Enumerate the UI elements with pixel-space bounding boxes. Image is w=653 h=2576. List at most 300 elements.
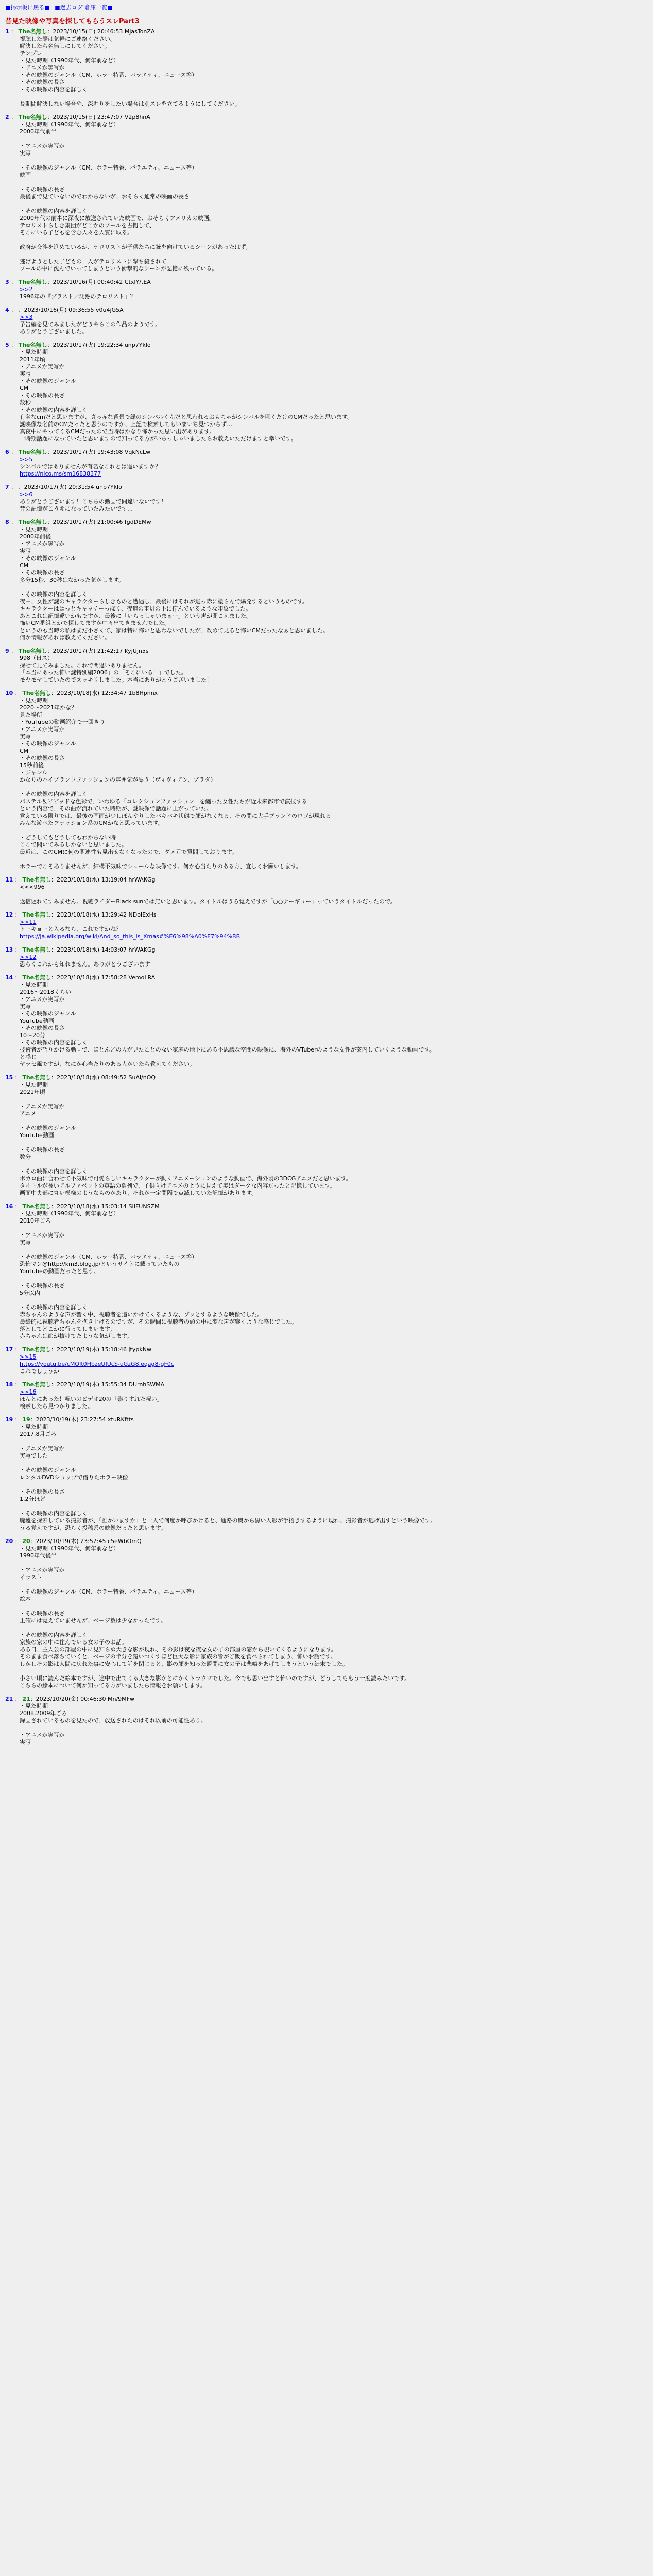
post-line: 恐らくこれかも知れません。ありがとうございます <box>20 961 150 968</box>
post-line: ・その映像の内容を詳しく <box>20 208 88 214</box>
post-separator: ： <box>9 279 19 285</box>
post-line: そこにいる子どもを含む人々を人質に取る。 <box>20 229 133 236</box>
post-line: 2000年前後 <box>20 533 51 540</box>
post-meta: ：2023/10/17(火) 21:42:17 KyjUjn5s <box>47 648 149 654</box>
post-line: ・その映像のジャンル（CM、ホラー特番、バラエティ、ニュース等） <box>20 164 198 171</box>
post-body <box>20 36 648 108</box>
post-separator: ： <box>13 911 23 918</box>
post-body <box>20 1703 648 1746</box>
post-line: 数秒 <box>20 399 31 406</box>
post-line: 実写でした <box>20 1452 48 1459</box>
poster-name: The名無し <box>22 974 51 981</box>
post-line: 廃墟を探索している撮影者が、「誰かいますか」と一人で何度か呼びかけると、通路の奥から黒い人影が手招きするように現れ、撮影者が逃げ出すという映像です。 <box>20 1517 436 1524</box>
post-line: ・その映像の長さ <box>20 1025 65 1031</box>
post-line: ・見た時期 <box>20 1423 48 1430</box>
post-line: ・その映像のジャンル <box>20 740 76 747</box>
post-line: ・その映像の内容を詳しく <box>20 86 88 93</box>
post <box>5 114 648 273</box>
post-line: 数分 <box>20 1154 31 1160</box>
post-line: ありがとうございます！こちらの動画で間違いないです！ <box>20 498 167 505</box>
post-line <box>20 179 648 186</box>
post-line <box>20 1096 648 1103</box>
post-meta: ：2023/10/17(火) 19:43:08 VqkNcLw <box>47 449 151 455</box>
post-line: ・その映像のジャンル <box>20 1125 76 1131</box>
post-header <box>5 449 648 456</box>
post-line: ・その映像のジャンル（CM、ホラー特番、バラエティ、ニュース等） <box>20 1253 198 1260</box>
post-line: ・その映像の長さ <box>20 79 65 86</box>
poster-name: The名無し <box>18 648 47 654</box>
post-separator: ： <box>9 307 19 313</box>
post-line: ・その映像のジャンル <box>20 378 76 384</box>
post-line: 2000年代の前半に深夜に放送されていた映画で、おそらくアメリカの映画。 <box>20 215 215 222</box>
post-line: ・その映像の長さ <box>20 1610 65 1617</box>
post-line: 実写 <box>20 370 31 377</box>
post-number[interactable]: 4 <box>5 307 9 313</box>
poster-name: 21 <box>22 1696 30 1702</box>
poster-name: The名無し <box>22 1203 51 1210</box>
post <box>5 307 648 335</box>
post-line: 真夜中にやってくるCMだったので当時はかなり怖かった思い出があります。 <box>20 428 215 435</box>
post-line: しかしその影は人間に戻れた事に安心して話を閉じると、影の顔を知った瞬間に女の子は悲鳴をあげてしまうという結末でした。 <box>20 1660 348 1667</box>
external-link[interactable]: https://youtu.be/cMOIt0HbzeUIUcS-uGzG8.eqag8-gF0c <box>20 1361 174 1367</box>
post-line: ・その映像の内容を詳しく <box>20 1304 88 1311</box>
post-line: タイトルが長いアルファベットの英語の羅列で、子供向けアニメのように見えて実はダークな内容だったと記憶しています。 <box>20 1182 336 1189</box>
post <box>5 449 648 478</box>
post-line: ・その映像のジャンル（CM、ホラー特番、バラエティ、ニュース等） <box>20 72 198 78</box>
post-separator: ： <box>9 648 19 654</box>
post-body <box>20 286 648 300</box>
post-header <box>5 28 648 36</box>
poster-name: The名無し <box>18 28 47 35</box>
post-line: 最終的に視聴者ちゃんを抱き上げるのですが、その瞬間に視聴者の頭の中に変な声が響くような感じでした。 <box>20 1318 297 1325</box>
post-header <box>5 1381 648 1388</box>
post-line: ヤラセ風ですが、なにか心当たりのある人がいたら教えてください。 <box>20 1061 195 1067</box>
post-line: 最近は、このCMに何の関連性も見出せなくなったので、ダメ元で質問しております。 <box>20 849 238 855</box>
post-line: 2011年頃 <box>20 356 45 363</box>
post-meta: ：2023/10/15(日) 23:47:07 V2p8hnA <box>47 114 150 121</box>
post-body <box>20 314 648 335</box>
post-line: 録画されているものを見たので、放送されたのはそれ以前の可能性あり。 <box>20 1717 207 1724</box>
post-number[interactable]: 21 <box>5 1696 13 1702</box>
post-line: 逃げようとした子どもの一人がテロリストに撃ち殺されて <box>20 258 167 265</box>
post-line: 2008,2009年ごろ <box>20 1710 67 1717</box>
post-number[interactable]: 14 <box>5 974 13 981</box>
post-line <box>20 1117 648 1125</box>
post-line: ・アニメか実写か <box>20 726 65 733</box>
post-number[interactable]: 20 <box>5 1538 13 1545</box>
post-line: 昔の記憶がこうゆになっていたみたいです… <box>20 505 133 512</box>
post-line: ・その映像の長さ <box>20 1488 65 1495</box>
post-line: 赤ちゃんは節が抜けてたような気がします。 <box>20 1333 133 1340</box>
post-line <box>20 891 648 898</box>
post-line: あとこれは記憶違いかもですが、最後に「いらっしゃいまぁー」という声が聞こえました。 <box>20 613 252 619</box>
post-line: ・見た時期 <box>20 349 48 355</box>
post-meta: ：2023/10/16(月) 09:36:55 v0u4jG5A <box>18 307 124 313</box>
post-line <box>20 1460 648 1467</box>
post-line: ・その映像の内容を詳しく <box>20 1168 88 1175</box>
external-link[interactable]: https://ja.wikipedia.org/wiki/And_so_this_is_Xmas#%E6%98%A0%E7%94%BB <box>20 933 240 940</box>
nav-archive-list-link[interactable]: ■過去ログ 倉庫一覧■ <box>55 4 113 11</box>
post-line: CM <box>20 385 29 392</box>
post-line <box>20 1246 648 1253</box>
post-line <box>20 856 648 863</box>
post-line: 探せて見てみました。これで間違いありません。 <box>20 662 145 669</box>
post-line <box>20 1161 648 1168</box>
post-line: 解決したら名無しにしてください。 <box>20 43 110 49</box>
post <box>5 1381 648 1410</box>
post-line: 実写 <box>20 733 31 740</box>
post <box>5 1696 648 1746</box>
post-line <box>20 236 648 244</box>
post-line: ・見た時期 <box>20 1081 48 1088</box>
post-line: 実写 <box>20 1239 31 1246</box>
post-line <box>20 93 648 100</box>
post-line: ・見た時期 <box>20 981 48 988</box>
post-header <box>5 974 648 981</box>
reply-anchor-link[interactable]: >>16 <box>20 1388 37 1395</box>
post-line <box>20 1668 648 1675</box>
post-line: 家族の家の中に住んでいる女の子のお話。 <box>20 1639 127 1646</box>
post-line <box>20 251 648 258</box>
post-meta: ：2023/10/18(水) 14:03:07 hrWAKGg <box>51 946 156 953</box>
post-line: 政府が交渉を進めているが、テロリストが子供たちに銃を向けているシーンがあったはず。 <box>20 244 251 250</box>
post-line: という内容で、その曲が流れていた時期が、謎映像で話題に上がっていた。 <box>20 805 212 812</box>
post-line: ・アニメか実写か <box>20 1445 65 1452</box>
post-line: ・アニメか実写か <box>20 1567 65 1573</box>
post <box>5 279 648 300</box>
post-meta: ：2023/10/15(日) 20:46:53 MjasTonZA <box>47 28 155 35</box>
post-meta: ：2023/10/20(金) 00:46:30 Mn/9MFw <box>30 1696 134 1702</box>
post-line: 2017.8月ごろ <box>20 1431 57 1437</box>
post-body <box>20 981 648 1068</box>
post-separator: ： <box>13 1696 23 1702</box>
post-line: 落としてどこかに行ってしまいます。 <box>20 1326 116 1332</box>
post <box>5 28 648 108</box>
post-line: ・その映像のジャンル <box>20 555 76 562</box>
post-line: 「本当にあった怖い謎特別編2006」の「そこにいる！」でした。 <box>20 669 187 676</box>
post-header <box>5 484 648 491</box>
post-line: これでしょうか <box>20 1368 59 1375</box>
post-meta: ：2023/10/18(水) 13:29:42 NDoIExHs <box>51 911 157 918</box>
post-line: 何か情報があれば教えてください。 <box>20 634 110 641</box>
post-line: ・見た時期（1990年代、何年前など） <box>20 1545 119 1552</box>
post-line: 長期間解決しない場合や、深堀りをしたい場合は別スレを立てるようにしてください。 <box>20 100 240 107</box>
post-meta: ：2023/10/17(火) 20:31:54 unp7Yklo <box>18 484 122 490</box>
post-line: うる覚えですが、恐らく投稿系の映像だったと思います。 <box>20 1524 167 1531</box>
post-header <box>5 1538 648 1545</box>
reply-anchor-link[interactable]: >>15 <box>20 1353 37 1360</box>
post-number[interactable]: 11 <box>5 876 13 883</box>
post-body <box>20 491 648 513</box>
post-meta: ：2023/10/18(水) 13:19:04 hrWAKGg <box>51 876 156 883</box>
post-line: ・どうしてもどうしてもわからない時 <box>20 834 116 841</box>
post-line: CM <box>20 748 29 754</box>
poster-name: The名無し <box>22 1346 51 1353</box>
post-line: ・その映像の長さ <box>20 569 65 576</box>
post-header <box>5 648 648 655</box>
post <box>5 1203 648 1340</box>
post-line: ・アニメか実写か <box>20 996 65 1003</box>
post-body <box>20 526 648 641</box>
post-line: みんな遊べたファッション系のCMかなと思っています。 <box>20 820 164 826</box>
top-navigation <box>5 3 648 11</box>
post-line: ・アニメか実写か <box>20 363 65 370</box>
post <box>5 342 648 443</box>
post-line: アニメ <box>20 1110 37 1117</box>
post-separator: ： <box>13 1538 23 1545</box>
post-line: ある日、主人公の部屋の中に見知らぬ大きな影が現れ、その影は夜な夜な女の子の部屋の窓から覗いてくるようになります。 <box>20 1646 337 1653</box>
post-line: こちらの絵本について何か知ってる方がいましたら情報をお願いします。 <box>20 1682 206 1689</box>
post <box>5 1074 648 1197</box>
post-header <box>5 519 648 526</box>
post-line: 技術者が語りかける動画で、ほとんどの人が見たことのない家庭の地下にある不思議な空間の映像に、海外のVTuberのような女性が案内していくような動画です。 <box>20 1046 435 1053</box>
post <box>5 648 648 684</box>
post-line: 返信遅れてすみません。視聴ライダーBlack sunでは無いと思います。タイトルはうろ覚えですが「○○ナーギョー」っていうタイトルだったので。 <box>20 898 396 905</box>
poster-name: The名無し <box>22 876 51 883</box>
post-line: ・アニメか実写か <box>20 540 65 547</box>
post <box>5 946 648 968</box>
post-number[interactable]: 1 <box>5 28 9 35</box>
external-link[interactable]: https://nico.ms/sm16838377 <box>20 470 101 477</box>
post-line: ホラーでこそありませんが、結構不気味でシュールな映像です。何か心当たりのある方、宜しくお願いします。 <box>20 863 302 870</box>
post <box>5 519 648 641</box>
post-line <box>20 827 648 834</box>
post-list <box>5 28 648 1746</box>
reply-anchor-link[interactable]: >>12 <box>20 954 37 960</box>
post-line: ・見た時期 <box>20 1703 48 1709</box>
post-body <box>20 954 648 968</box>
post <box>5 911 648 940</box>
post-line: 怖いCM番組とかで探してますが中々出てきませんでした。 <box>20 620 170 626</box>
post-line: 実写 <box>20 1003 31 1010</box>
post-line <box>20 1624 648 1632</box>
post-line <box>20 1297 648 1304</box>
post-number[interactable]: 15 <box>5 1074 13 1081</box>
post-line: ・その映像の内容を詳しく <box>20 591 88 598</box>
poster-name: The名無し <box>22 690 51 697</box>
post-line: ・アニメか実写か <box>20 64 65 71</box>
post-line <box>20 1225 648 1232</box>
post-line: <<<996 <box>20 884 45 890</box>
post-line: キャラクターははっとキャッチーっぽく、夜道の電灯の下に佇んでいるような印象でした。 <box>20 605 252 612</box>
post-line: 実写 <box>20 548 31 554</box>
post-line <box>20 1481 648 1488</box>
post-line: 最後まで見ていないのでわからないが、おそらく通常の映画の長さ <box>20 193 190 200</box>
post-line: ・その映像の長さ <box>20 186 65 193</box>
post-meta: ：2023/10/19(木) 23:27:54 xtuRKftts <box>30 1416 134 1423</box>
post-body <box>20 1545 648 1689</box>
post-line: 有名なcmだと思いますが、真っ赤な背景で緑のシンバルくんだと思われるおもちゃがシンバルを叩くだけのCMだったと思います。 <box>20 414 353 420</box>
post-line: ・アニメか実写か <box>20 1232 65 1239</box>
post-line: 検索したら見つかりました。 <box>20 1403 93 1410</box>
post-meta: ：2023/10/18(水) 17:58:28 VemoLRA <box>51 974 156 981</box>
post-line: 1996年の『プラスト／沈黙のテロリスト』？ <box>20 293 136 300</box>
post-separator: ： <box>13 690 23 697</box>
post-line: 夜中、女性が謎のキャラクターらしきものと遭遇し、最後にはそれが逃っ赤に塗らんで爆発するというものです。 <box>20 598 308 605</box>
post-header <box>5 946 648 954</box>
post-line: ・その映像のジャンル（CM、ホラー特番、バラエティ、ニュース等） <box>20 1588 198 1595</box>
poster-name: The名無し <box>18 114 47 121</box>
post-number[interactable]: 8 <box>5 519 9 526</box>
post-header <box>5 1416 648 1423</box>
post-line: ここで聞いてみるしかないと思いました。 <box>20 841 127 848</box>
post-meta: ：2023/10/19(木) 15:55:34 DUrnhSWMA <box>51 1381 165 1388</box>
post-separator: ： <box>9 519 19 526</box>
post-line <box>20 1724 648 1732</box>
post-line: ・その映像の内容を詳しく <box>20 406 88 413</box>
post-line: プールの中に沈んでいってしまうという衝撃的なシーンが記憶に残っている。 <box>20 265 218 272</box>
post-number[interactable]: 19 <box>5 1416 13 1423</box>
post-meta: ：2023/10/18(水) 08:49:52 SuAl/nOQ <box>51 1074 156 1081</box>
post-line: ・その映像の長さ <box>20 755 65 761</box>
post-number[interactable]: 7 <box>5 484 9 490</box>
reply-anchor-link[interactable]: >>3 <box>20 314 33 320</box>
post <box>5 484 648 513</box>
post-line <box>20 1139 648 1146</box>
post-body <box>20 349 648 443</box>
post-line: 実写 <box>20 1739 31 1745</box>
post-number[interactable]: 9 <box>5 648 9 654</box>
post-separator: ： <box>9 28 19 35</box>
post-line: ・その映像の内容を詳しく <box>20 1632 88 1638</box>
post-separator: ： <box>13 1346 23 1353</box>
post-line: 小さい頃に読んだ絵本ですが、途中で出てくる大きな影がとにかくトラウマでした。今でも思い出すと怖いのですが、どうしてももう一度読みたいです。 <box>20 1675 410 1682</box>
post-line <box>20 135 648 143</box>
post-line: 1,2分ほど <box>20 1496 46 1502</box>
post-line: YouTube動画 <box>20 1132 54 1139</box>
post-separator: ： <box>9 484 19 490</box>
post-body <box>20 1388 648 1410</box>
poster-name: The名無し <box>22 911 51 918</box>
post-header <box>5 1346 648 1353</box>
post-line <box>20 1603 648 1610</box>
post-number[interactable]: 18 <box>5 1381 13 1388</box>
post-line: シンバルではありませんが有名なこれとは違いますか？ <box>20 463 161 470</box>
post-line: かなりのハイブランドファッションの雰囲気が漂う（ヴィヴィアン、プラダ） <box>20 776 216 783</box>
post-line: ・YouTubeの動画紹介で一回きり <box>20 719 105 725</box>
nav-back-to-board-link[interactable]: ■掲示板に戻る■ <box>5 4 50 11</box>
post-header <box>5 1203 648 1210</box>
post-number[interactable]: 10 <box>5 690 13 697</box>
post-line: テロリストらしき集団がどこかのプールを占拠して、 <box>20 222 156 229</box>
post-line: ・アニメか実写か <box>20 1103 65 1110</box>
post-line: ほんとにあった！呪いのビデオ20の「祟りすれた呪い」 <box>20 1396 163 1402</box>
post-body <box>20 1353 648 1375</box>
post-line <box>20 1275 648 1282</box>
post-line: ・その映像の長さ <box>20 392 65 399</box>
post-line: ・その映像のジャンル <box>20 1010 76 1017</box>
post-meta: ：2023/10/19(木) 15:18:46 jtypkNw <box>51 1346 151 1353</box>
reply-anchor-link[interactable]: >>2 <box>20 286 33 293</box>
post-number[interactable]: 16 <box>5 1203 13 1210</box>
post-line <box>20 1581 648 1588</box>
post-body <box>20 1210 648 1340</box>
post-line: そのまま食べ落ちていくと、ページの半分を覆いつくすほど巨大な影に家族の皆がご飯を食べられてしまう、怖いお話です。 <box>20 1653 336 1660</box>
post-number[interactable]: 2 <box>5 114 9 121</box>
post-header <box>5 1074 648 1081</box>
post-body <box>20 884 648 905</box>
post-separator: ： <box>13 876 23 883</box>
reply-anchor-link[interactable]: >>11 <box>20 919 37 925</box>
post-line: ・見た時期（1990年代、何年前など） <box>20 1210 119 1217</box>
reply-anchor-link[interactable]: >>6 <box>20 491 33 498</box>
post-line: 視聴した際は気軽にご連絡ください。 <box>20 36 116 42</box>
post-line: 2010年ごろ <box>20 1217 51 1224</box>
reply-anchor-link[interactable]: >>5 <box>20 456 33 463</box>
post-line: パステル＆ビビッドな色彩で、いわゆる「コレクションファッション」を纏った女性たちが近未来都市で演技する <box>20 798 307 805</box>
post-body <box>20 456 648 478</box>
post-line: ・見た時期 <box>20 697 48 704</box>
post-number[interactable]: 6 <box>5 449 9 455</box>
post-line <box>20 584 648 591</box>
post-line: テンプレ <box>20 50 42 57</box>
post-line: ・アニメか実写か <box>20 143 65 149</box>
post-line: ・その映像の内容を詳しく <box>20 1039 88 1046</box>
post-header <box>5 690 648 697</box>
post <box>5 876 648 905</box>
post-number[interactable]: 5 <box>5 342 9 348</box>
post-separator: ： <box>9 342 19 348</box>
post-line: 正確には覚えていませんが、ページ数は少なかったです。 <box>20 1617 166 1624</box>
post-line: 予告編を見てみましたがどうやらこの作品のようです。 <box>20 321 161 328</box>
post-line: と感じ <box>20 1054 37 1060</box>
post-line: 1990年代後半 <box>20 1552 57 1559</box>
post-line: 赤ちゃんのような声が響く中、視聴者を追いかけてくるような、ゾッとするような映像でした。 <box>20 1311 263 1318</box>
post-header <box>5 876 648 884</box>
post-line: 2016〜2018くらい <box>20 989 71 995</box>
post-line: ・その映像のジャンル <box>20 1467 76 1473</box>
post-body <box>20 1081 648 1197</box>
poster-name: The名無し <box>22 1074 51 1081</box>
post-line: ・その映像の長さ <box>20 1282 65 1289</box>
post-line: 覚えている限りでは、最後の画面が少しぼんやりしたバキバキ状態で顔がなくなる、その間に大手ブランドのロゴが現れる <box>20 812 331 819</box>
post-number[interactable]: 17 <box>5 1346 13 1353</box>
post <box>5 1346 648 1375</box>
post-line <box>20 1560 648 1567</box>
post-number[interactable]: 12 <box>5 911 13 918</box>
post-line: ・見た時期（1990年代、何年前など） <box>20 57 119 64</box>
post-line: 2021年頃 <box>20 1089 45 1095</box>
post-header <box>5 279 648 286</box>
post-line <box>20 1503 648 1510</box>
post-meta: ：2023/10/18(水) 15:03:14 SIIFUNSZM <box>51 1203 160 1210</box>
post-line <box>20 784 648 791</box>
post-line: 多分15秒、30秒はなかった気がします。 <box>20 577 125 583</box>
post-line: 2000年代前半 <box>20 128 57 135</box>
post-body <box>20 697 648 870</box>
post-line: というのも当時の私はまだ小さくて、家は特に怖いと思わないでしたが、改めて見ると怖いCMだったなぁと思いました。 <box>20 627 329 634</box>
post-line: CM <box>20 562 29 569</box>
post-number[interactable]: 3 <box>5 279 9 285</box>
post-line: 画面中央部に丸い模様のようなものがあり、それが一定間隔で点滅していた記憶があります。 <box>20 1190 257 1196</box>
post-meta: ：2023/10/16(月) 00:40:42 CtxIY/tEA <box>47 279 151 285</box>
post-line: ・その映像の長さ <box>20 1146 65 1153</box>
post-meta: ：2023/10/17(火) 19:22:34 unp7Yklo <box>47 342 151 348</box>
poster-name: The名無し <box>18 279 47 285</box>
poster-name: The名無し <box>22 946 51 953</box>
post-line: レンタルDVDショップで借りたホラー映像 <box>20 1474 128 1481</box>
post-separator: ： <box>13 1416 23 1423</box>
poster-name: The名無し <box>18 519 47 526</box>
poster-name: 20 <box>22 1538 30 1545</box>
post-body <box>20 121 648 273</box>
post-number[interactable]: 13 <box>5 946 13 953</box>
post-meta: ：2023/10/19(木) 23:57:45 c5eWbOmQ <box>30 1538 142 1545</box>
post-header <box>5 114 648 121</box>
post-separator: ： <box>13 1203 23 1210</box>
post-line: ・ジャンル <box>20 769 48 776</box>
post-meta: ：2023/10/18(水) 12:34:47 1b8Hpnnx <box>51 690 158 697</box>
